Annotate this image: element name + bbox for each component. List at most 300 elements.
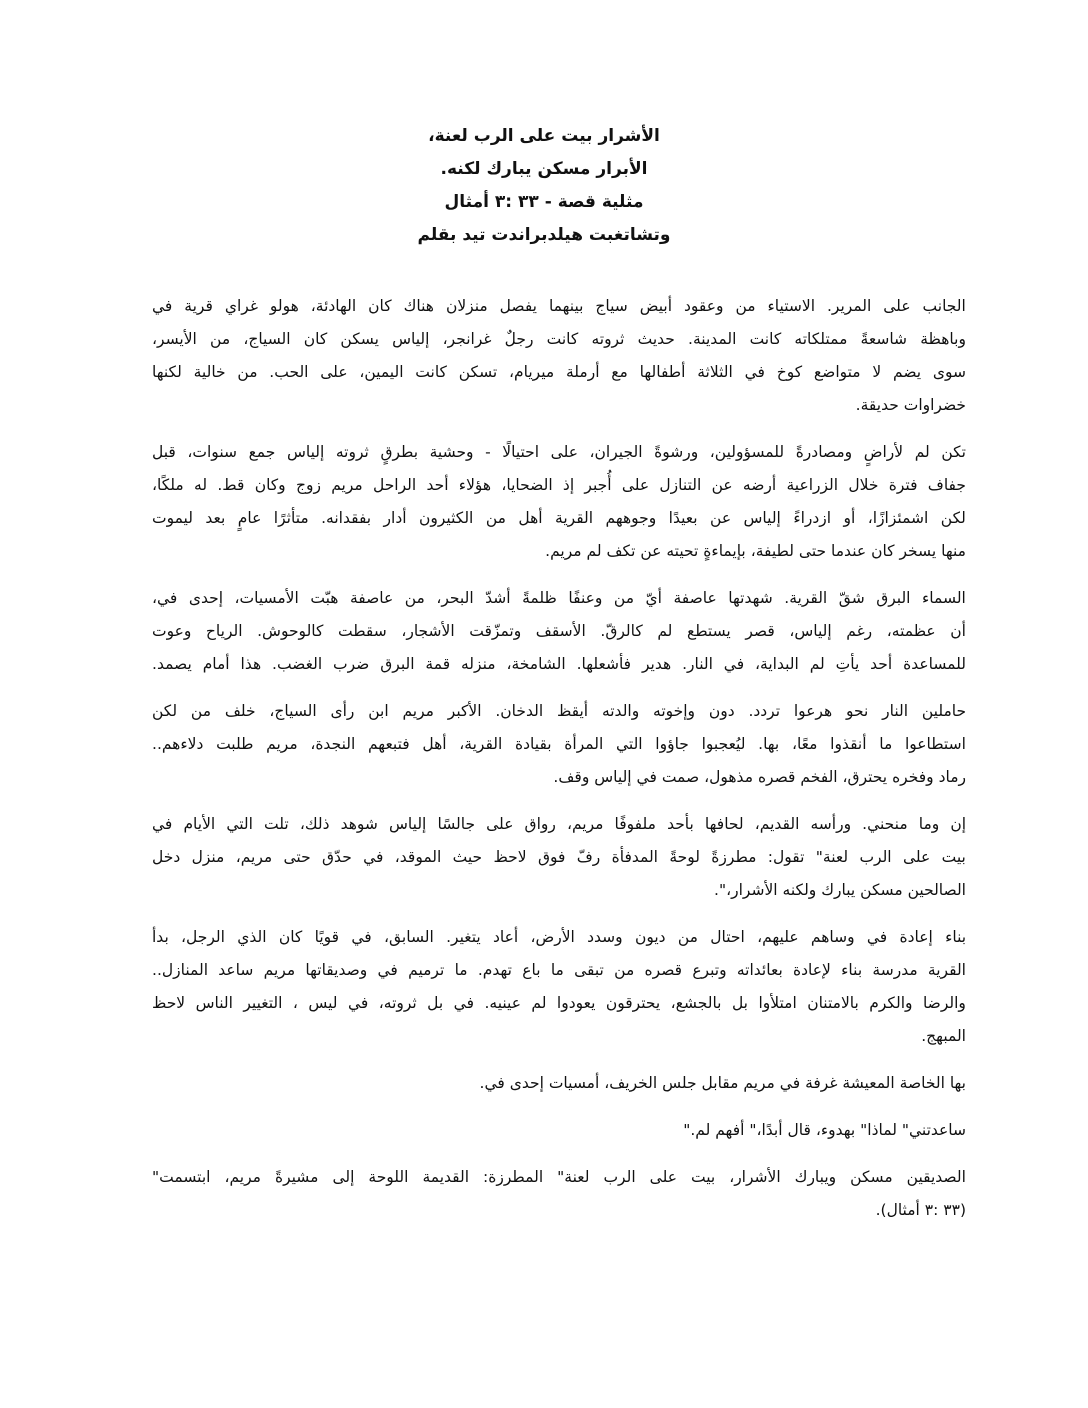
text-line — [152, 582, 966, 615]
word: أيقظ — [556, 702, 589, 720]
word: والدته — [601, 702, 640, 720]
word: النجدة، — [310, 735, 356, 753]
word: لعنة — [434, 126, 468, 146]
word: بهدوء، — [815, 1121, 856, 1139]
word: الخاصة — [899, 1074, 945, 1092]
word: جالسًا — [437, 815, 476, 833]
word: . — [440, 159, 447, 179]
word: الأرض، — [530, 928, 575, 946]
word: عن — [710, 509, 732, 527]
word: هناك — [403, 297, 434, 315]
word: أحد — [870, 655, 893, 673]
word: في — [484, 1074, 505, 1092]
word: مقابل — [701, 1074, 739, 1092]
word: بل — [427, 994, 444, 1012]
word: هرعوا — [793, 702, 833, 720]
word: القديم، — [754, 815, 800, 833]
word: فوق — [537, 848, 566, 866]
word: مدرسة — [872, 961, 918, 979]
word: ، — [428, 126, 435, 146]
word: ديون — [634, 928, 666, 946]
word: لماذا — [867, 1121, 897, 1139]
word: أدار — [383, 509, 407, 527]
word: تحيته — [666, 542, 699, 560]
word: وتبرع — [692, 961, 727, 979]
word: فتبعهم — [367, 735, 410, 753]
word: الأشرار، — [729, 1168, 781, 1186]
word: الناس — [195, 994, 233, 1012]
word: دلاءهم. — [156, 735, 204, 753]
text-line — [152, 1114, 966, 1147]
word: دون — [708, 702, 735, 720]
word: كانت — [749, 330, 782, 348]
word: سوى — [932, 363, 967, 381]
word: أن — [950, 622, 966, 640]
word: مريم، — [224, 1168, 261, 1186]
word: أحد — [426, 476, 449, 494]
word: قصره — [644, 961, 683, 979]
word: قويًا — [314, 928, 340, 946]
word: باع — [522, 961, 541, 979]
word: ". — [683, 1121, 696, 1139]
text-line — [152, 1161, 966, 1194]
word: في — [347, 994, 369, 1012]
word: رماد — [938, 768, 966, 786]
word: لم — [695, 1121, 711, 1139]
word: السياج، — [243, 330, 291, 348]
word: ملكًا — [157, 476, 184, 494]
word: عاصفة — [673, 589, 717, 607]
word: من — [237, 363, 258, 381]
word: وما — [918, 815, 940, 833]
word: .( — [875, 1201, 887, 1219]
word: على — [320, 363, 348, 381]
word: يبارك — [821, 881, 856, 899]
word: وجوههم — [605, 509, 657, 527]
text-line — [152, 987, 966, 1020]
word: أبيض — [639, 297, 673, 315]
word: في — [152, 297, 173, 315]
word: إلياس — [286, 443, 325, 461]
word: وعوت — [152, 622, 192, 640]
word: رواق — [524, 815, 556, 833]
text-line — [152, 469, 966, 502]
word: السماء — [922, 589, 966, 607]
text-line — [152, 728, 966, 761]
word: من — [613, 589, 634, 607]
text-line — [152, 761, 966, 794]
word: عينيه. — [484, 994, 521, 1012]
word: بدأ — [152, 928, 169, 946]
word: القرية — [927, 961, 966, 979]
text-line — [152, 648, 966, 681]
paragraph-4 — [152, 695, 966, 794]
paragraph-9 — [152, 1161, 966, 1227]
word: الأيسر — [157, 330, 197, 348]
word: الأمسيات، — [234, 589, 299, 607]
scripture-reference — [0, 186, 1088, 219]
word: منزلان — [445, 297, 488, 315]
word: للمساعدة — [903, 655, 966, 673]
word: الدخان. — [495, 702, 544, 720]
text-line — [152, 389, 966, 422]
text-line — [152, 535, 966, 568]
word: ، — [152, 330, 158, 348]
word: الرب — [473, 126, 514, 146]
word: أعاد — [493, 928, 519, 946]
word: ضرب — [333, 655, 370, 673]
word: حيث — [452, 848, 483, 866]
word: النار — [882, 702, 909, 720]
word: الموقد، — [394, 848, 442, 866]
word: كانت — [546, 330, 579, 348]
word: زوج — [295, 476, 321, 494]
word: التي — [615, 735, 643, 753]
word: هبّت — [310, 589, 339, 607]
word: أرملة — [565, 363, 600, 381]
word: إلياس — [594, 768, 632, 786]
word: بعيدًا — [668, 509, 698, 527]
word: ما — [454, 961, 468, 979]
word: يتغير. — [446, 928, 481, 946]
word: من — [404, 589, 425, 607]
word: متواضع — [813, 363, 861, 381]
word: على — [519, 126, 556, 146]
word: وكان — [254, 476, 286, 494]
word: ثروته، — [378, 994, 417, 1012]
word: أيّ — [645, 589, 662, 607]
word: في — [723, 655, 745, 673]
word: ليموت — [152, 509, 193, 527]
word: ملفوفًا — [614, 815, 656, 833]
word: بيت — [941, 848, 966, 866]
word: احتال — [710, 928, 745, 946]
word: تيد — [462, 225, 486, 245]
word: هدير — [641, 655, 672, 673]
word: عن — [640, 542, 662, 560]
word: أشدّ — [485, 589, 511, 607]
word: البداية، — [755, 655, 799, 673]
text-line — [152, 615, 966, 648]
text-line — [152, 502, 966, 535]
word: بها. — [758, 735, 780, 753]
word: ساعدتني" — [901, 1121, 966, 1139]
word: تقول: — [767, 848, 805, 866]
word: الرب — [859, 848, 892, 866]
word: في — [636, 768, 657, 786]
word: هؤلاء — [458, 476, 492, 494]
word: أهل — [518, 509, 543, 527]
word: القرية. — [784, 589, 828, 607]
title-line — [0, 120, 1088, 153]
title-line — [0, 153, 1088, 186]
word: يضم — [893, 363, 922, 381]
word: كان — [368, 297, 392, 315]
word: الغضب. — [272, 655, 323, 673]
word: متأثرًا — [273, 509, 309, 527]
text-line — [152, 323, 966, 356]
word: على — [550, 443, 578, 461]
word: الأيام — [183, 815, 216, 833]
word: القرية — [555, 509, 594, 527]
word: غرانجر، — [442, 330, 492, 348]
word: ٣: — [924, 1201, 939, 1219]
word: على — [621, 476, 650, 494]
word: سنوات، — [187, 443, 237, 461]
word: رغم — [846, 622, 873, 640]
word: مريم — [743, 1074, 775, 1092]
word: قرية — [184, 297, 213, 315]
word: رجلٌ — [504, 330, 534, 348]
word: اليمين، — [359, 363, 404, 381]
word: يفصل — [499, 297, 537, 315]
word: إلياس — [392, 330, 430, 348]
word: وصديقاتها — [305, 961, 368, 979]
word: فأشعلها. — [576, 655, 632, 673]
word: من — [735, 297, 756, 315]
word: شوهد — [340, 815, 378, 833]
word: من — [614, 961, 635, 979]
word: بطرقٍ — [380, 443, 419, 461]
word: حتى — [283, 848, 311, 866]
word: من — [190, 702, 212, 720]
word: امتلأوا — [758, 994, 797, 1012]
word: ازدراءً — [793, 509, 832, 527]
paragraph-1 — [152, 290, 966, 422]
word: مشيرةً — [274, 1168, 319, 1186]
word: وباهظة — [920, 330, 966, 348]
word: تردد. — [748, 702, 781, 720]
word: شاسعةً — [860, 330, 908, 348]
word: مسكن — [860, 881, 903, 899]
paragraph-5 — [152, 808, 966, 907]
word: ٣: — [494, 192, 513, 212]
word: ظلمةً — [522, 589, 557, 607]
word: لإعادة — [793, 961, 831, 979]
word: للمسؤولين، — [709, 443, 785, 461]
word: ومصادرةً — [795, 443, 853, 461]
word: مريم — [263, 961, 296, 979]
word: أمثال — [444, 192, 489, 212]
word: عندما — [831, 542, 867, 560]
word: في — [377, 961, 398, 979]
word: مع — [611, 363, 628, 381]
word: هولو — [269, 297, 299, 315]
word: قال — [787, 1121, 811, 1139]
word: الرجل، — [181, 928, 225, 946]
word: كوخ — [776, 363, 803, 381]
word: لوحةً — [669, 848, 700, 866]
word: إلياس — [389, 815, 427, 833]
word: ثروته — [335, 443, 369, 461]
word: في — [744, 363, 765, 381]
word: أمام — [202, 655, 230, 673]
word: سقطت — [337, 622, 387, 640]
text-line — [152, 808, 966, 841]
word: شهدتها — [728, 589, 773, 607]
word: لم — [531, 994, 547, 1012]
word: والرضا — [922, 994, 966, 1012]
word: على — [649, 1168, 677, 1186]
word: من — [677, 928, 698, 946]
word: وتشاتغبت — [588, 225, 671, 245]
word: في — [866, 928, 888, 946]
word: - — [544, 192, 552, 212]
word: عظمته، — [886, 622, 936, 640]
word: بقلم — [417, 225, 457, 245]
word: الصالحين — [907, 881, 966, 899]
word: اشمئزازًا، — [867, 509, 929, 527]
paragraph-3 — [152, 582, 966, 681]
paragraph-7 — [152, 1067, 966, 1100]
word: ترميم — [408, 961, 445, 979]
word: إعادة — [899, 928, 933, 946]
word: استطاعوا — [904, 735, 966, 753]
word: مريم — [550, 542, 582, 560]
word: جفاف — [927, 476, 966, 494]
word: بأحد — [667, 815, 694, 833]
word: البحر، — [436, 589, 474, 607]
word: . — [545, 542, 551, 560]
word: إلى — [332, 1168, 355, 1186]
author-line — [0, 219, 1088, 252]
word: أهل — [422, 735, 447, 753]
word: ويبارك — [794, 1168, 837, 1186]
word: ابن — [368, 702, 389, 720]
word: الزراعية — [786, 476, 839, 494]
text-line — [152, 356, 966, 389]
word: يصمد — [156, 655, 192, 673]
word: وساهم — [810, 928, 855, 946]
word: عليهم، — [757, 928, 799, 946]
word: مطرزةً — [711, 848, 757, 866]
word: تكن — [941, 443, 966, 461]
word: ميريام، — [509, 363, 555, 381]
word: المدفأة — [611, 848, 658, 866]
word: لم — [809, 655, 825, 673]
word: له — [194, 476, 208, 494]
word: ولكنه — [782, 881, 817, 899]
word: خلف — [224, 702, 256, 720]
word: جمع — [248, 443, 276, 461]
word: لأراضٍ — [863, 443, 904, 461]
word: لاحظ — [493, 848, 527, 866]
word: احتيالًا — [502, 443, 540, 461]
word: ٣٣) — [943, 1201, 966, 1219]
word: السياج، — [269, 702, 317, 720]
text-line — [152, 1020, 966, 1053]
word: قبل — [152, 443, 176, 461]
word: الأبرار — [596, 159, 648, 179]
word: يستطع — [686, 622, 731, 640]
word: تبقى — [574, 961, 604, 979]
word: ." — [714, 881, 727, 899]
word: دخل — [152, 848, 181, 866]
word: قصة — [557, 192, 596, 212]
word: لطيفة، — [750, 542, 794, 560]
word: التغيير — [243, 994, 283, 1012]
word: مسكن — [537, 159, 591, 179]
word: الجانب — [922, 297, 966, 315]
word: ممتلكاته — [794, 330, 848, 348]
word: . — [152, 961, 157, 979]
word: ٣٣ — [518, 192, 539, 212]
word: الرب — [603, 1168, 636, 1186]
word: بالجشع، — [670, 994, 722, 1012]
word: أطفالها — [639, 363, 686, 381]
word: التي — [226, 815, 253, 833]
word: جاؤوا — [655, 735, 689, 753]
word: أبدًا،" — [749, 1121, 783, 1139]
word: وسدد — [587, 928, 623, 946]
word: لكن — [940, 509, 966, 527]
word: بناء — [841, 961, 863, 979]
word: أنقذوا — [830, 735, 867, 753]
word: قط. — [217, 476, 245, 494]
word: ليس — [308, 994, 338, 1012]
word: في — [157, 589, 178, 607]
word: ليُعجبوا — [701, 735, 746, 753]
word: إلياس — [743, 509, 781, 527]
word: الأشرار، — [726, 881, 778, 899]
word: حديقة — [860, 396, 899, 414]
word: يعودوا — [556, 994, 596, 1012]
word: الهادئة، — [310, 297, 357, 315]
word: كان — [278, 928, 303, 946]
text-line — [152, 874, 966, 907]
word: خضراوات — [903, 396, 966, 414]
word: الصديقين — [906, 1168, 966, 1186]
word: بها — [949, 1074, 966, 1092]
word: رفّ — [576, 848, 601, 866]
word: يحترقون — [605, 994, 661, 1012]
word: خلال — [848, 476, 879, 494]
word: غرفة — [805, 1074, 838, 1092]
word: المرير. — [826, 297, 872, 315]
word: مريم، — [235, 848, 273, 866]
word: سياج — [595, 297, 628, 315]
word: الراحل — [372, 476, 417, 494]
word: بينهما — [548, 297, 584, 315]
word: وقف — [558, 768, 590, 786]
word: عن — [711, 476, 733, 494]
word: . — [855, 396, 861, 414]
word: المعيشة — [842, 1074, 895, 1092]
word: والكرم — [869, 994, 913, 1012]
word: ما — [550, 961, 564, 979]
word: إحدى — [509, 1074, 544, 1092]
word: على — [883, 297, 911, 315]
word: . — [152, 735, 157, 753]
word: كالرقّ. — [600, 622, 643, 640]
text-line — [152, 841, 966, 874]
word: ورأسه — [810, 815, 852, 833]
word: الفخم — [800, 768, 838, 786]
word: القديمة — [422, 1168, 470, 1186]
text-line — [152, 436, 966, 469]
paragraph-2 — [152, 436, 966, 568]
word: في — [453, 994, 475, 1012]
word: مثلية — [601, 192, 644, 212]
word: لعنة — [822, 848, 849, 866]
word: في — [351, 928, 372, 946]
word: إحدى — [188, 589, 224, 607]
word: رأى — [330, 702, 355, 720]
word: بعائداته — [736, 961, 783, 979]
word: البرق — [380, 655, 415, 673]
word: وحشية — [429, 443, 474, 461]
word: وعنفًا — [568, 589, 603, 607]
